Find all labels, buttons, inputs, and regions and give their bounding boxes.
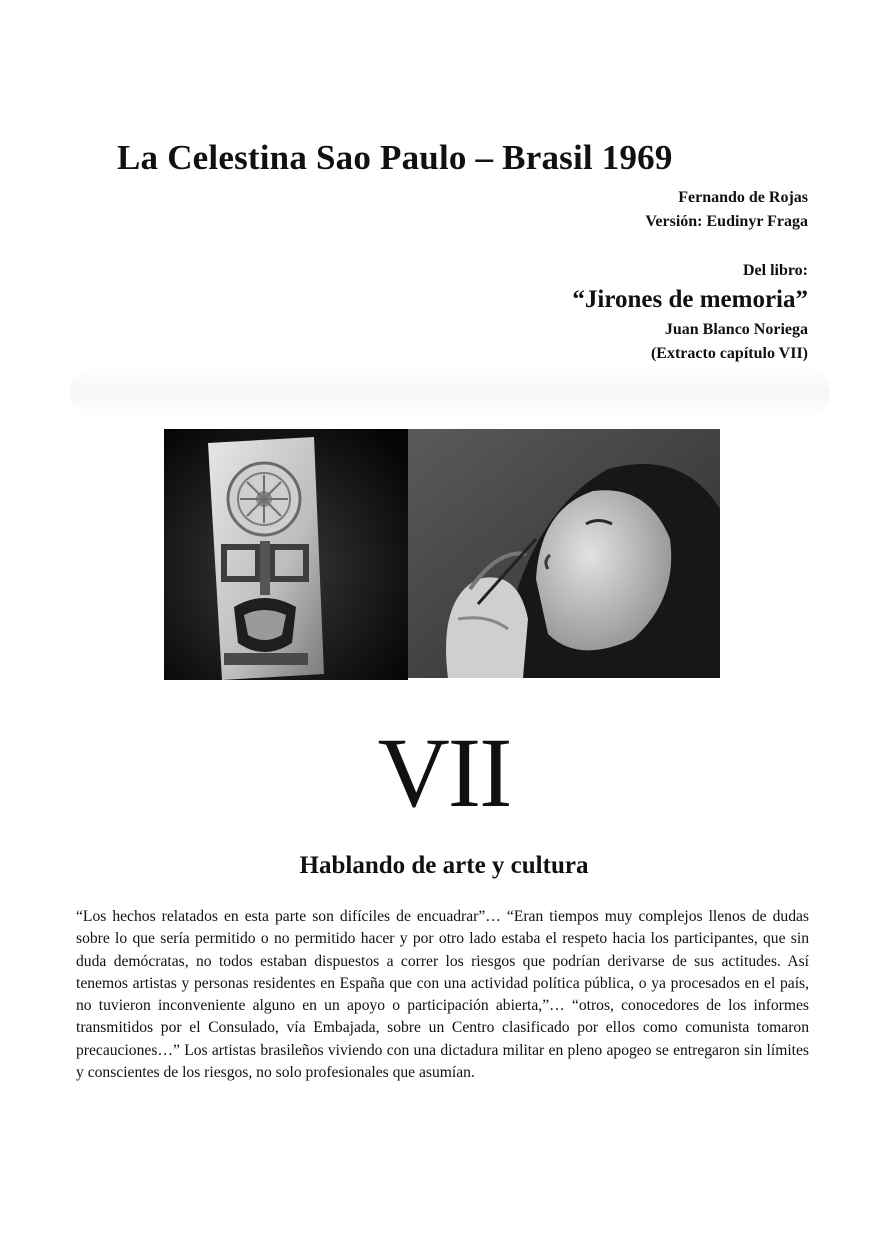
version-line: Versión: Eudinyr Fraga bbox=[645, 213, 808, 230]
actress-portrait-illustration bbox=[408, 429, 720, 678]
extract-note: (Extracto capítulo VII) bbox=[650, 345, 808, 362]
book-title: “Jirones de memoria” bbox=[572, 286, 808, 313]
celestina-actress-photo bbox=[408, 429, 720, 678]
decorative-band bbox=[70, 365, 830, 420]
chapter-subtitle: Hablando de arte y cultura bbox=[299, 852, 589, 879]
sculpture-mask-illustration bbox=[164, 429, 408, 680]
sculpture-mask-photo bbox=[164, 429, 408, 680]
book-author: Juan Blanco Noriega bbox=[664, 321, 808, 338]
page-title: La Celestina Sao Paulo – Brasil 1969 bbox=[117, 138, 673, 177]
chapter-numeral: VII bbox=[377, 717, 511, 828]
author-line: Fernando de Rojas bbox=[678, 189, 808, 206]
photo-strip bbox=[164, 429, 720, 680]
body-paragraph: “Los hechos relatados en esta parte son difíciles de encuadrar”… “Eran tiempos muy complejos llenos de dudas sobre lo que sería permitido o no permitido hacer y por otro lado estaba el respeto hacia los participantes, que sin duda demócratas, no todos estaban dispuestos a correr los riesgos que podrían derivarse de sus actitudes. Así tenemos artistas y personas residentes en España que con una actividad política pública, o ya procesados en el país, no tuvieron inconveniente alguno en un apoyo o participación abierta,”… “otros, conocedores de los informes transmitidos por el Consulado, vía Embajada, sobre un Centro clasificado por ellos como comunista tomaron precauciones…” Los artistas brasileños viviendo con una dictadura militar en pleno apogeo se entregaron sin límites y conscientes de los riesgos, no solo profesionales que asumían. bbox=[76, 908, 809, 1082]
from-book-label: Del libro: bbox=[742, 262, 808, 279]
